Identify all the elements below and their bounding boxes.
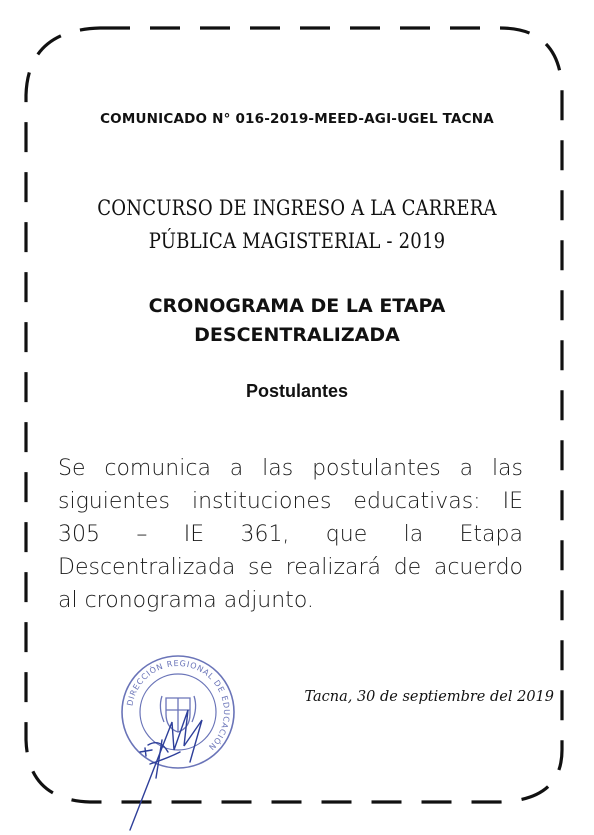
cronograma-heading-line2: DESCENTRALIZADA xyxy=(194,324,400,346)
comunicado-number: COMUNICADO N° 016-2019-MEED-AGI-UGEL TACNA xyxy=(100,111,494,127)
postulantes-subheading: Postulantes xyxy=(245,381,349,401)
concurso-title-line1: CONCURSO DE INGRESO A LA CARRERA xyxy=(97,196,497,220)
cronograma-heading-line1: CRONOGRAMA DE LA ETAPA xyxy=(148,295,446,317)
seal-ring-text: DIRECCIÓN REGIONAL DE EDUCACIÓN xyxy=(125,658,232,753)
concurso-title-line2: PÚBLICA MAGISTERIAL - 2019 xyxy=(148,229,446,253)
cronograma-heading xyxy=(40,292,554,350)
handwritten-signature xyxy=(110,690,230,835)
announcement-body: Se comunica a las postulantes a las siguientes instituciones educativas: IE 305 – IE 361, que la Etapa Descentralizada se realizará de acuerdo al cronograma adjunto. xyxy=(58,456,523,613)
concurso-title xyxy=(76,192,518,258)
date-line: Tacna, 30 de septiembre del 2019 xyxy=(304,689,554,705)
